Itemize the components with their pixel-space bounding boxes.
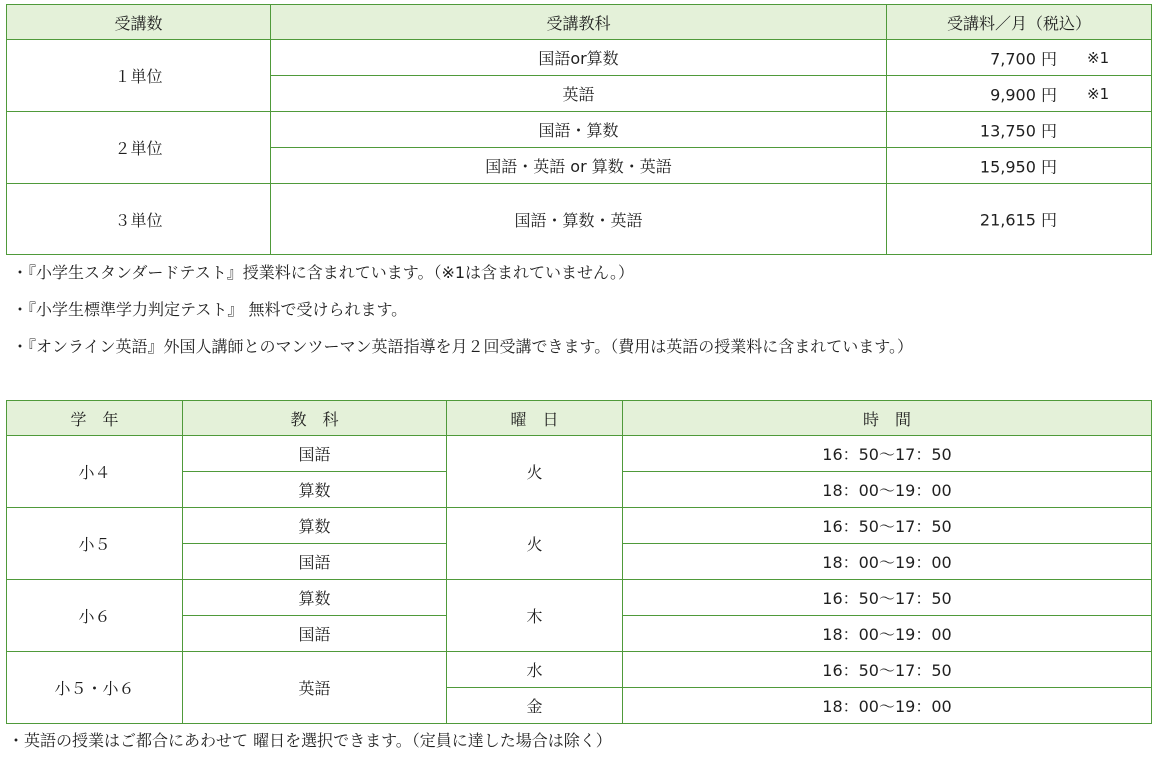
grade-cell: 小５ [7, 508, 183, 580]
header-subjects: 受講教科 [271, 5, 887, 40]
fee-value: 7,700 円 [990, 49, 1057, 68]
units-cell: ２単位 [7, 112, 271, 184]
header-time: 時 間 [623, 401, 1152, 436]
day-cell: 木 [447, 580, 623, 652]
fee-cell [887, 76, 1152, 112]
table-row [7, 580, 1152, 616]
day-cell: 火 [447, 508, 623, 580]
schedule-table-header [7, 401, 1152, 436]
table-row [7, 184, 1152, 255]
fee-table-header [7, 5, 1152, 40]
grade-cell: 小４ [7, 436, 183, 508]
units-cell: １単位 [7, 40, 271, 112]
note-item: ・『小学生スタンダードテスト』授業料に含まれています。（※1は含まれていません。） [12, 263, 634, 282]
header-grade: 学 年 [7, 401, 183, 436]
table-row [7, 40, 1152, 76]
subject-cell: 算数 [183, 508, 447, 544]
header-units: 受講数 [7, 5, 271, 40]
schedule-notes [8, 731, 612, 768]
subject-cell: 英語 [271, 76, 887, 112]
day-cell: 水 [447, 652, 623, 688]
header-fee: 受講料／月（税込） [887, 5, 1152, 40]
fee-value: 13,750 円 [979, 121, 1057, 140]
time-cell: 16：50〜17：50 [623, 580, 1152, 616]
table-row [7, 436, 1152, 472]
time-cell: 18：00〜19：00 [623, 616, 1152, 652]
fee-value: 21,615 円 [979, 210, 1057, 230]
time-cell: 18：00〜19：00 [623, 472, 1152, 508]
subject-cell: 国語 [183, 544, 447, 580]
subject-cell: 算数 [183, 472, 447, 508]
table-row [7, 508, 1152, 544]
fee-value: 15,950 円 [979, 157, 1057, 176]
subject-cell: 英語 [183, 652, 447, 724]
schedule-table [6, 400, 1152, 724]
subject-cell: 国語 [183, 436, 447, 472]
grade-cell: 小６ [7, 580, 183, 652]
header-subject: 教 科 [183, 401, 447, 436]
note-item: ・『小学生標準学力判定テスト』 無料で受けられます。 [12, 300, 408, 319]
header-day: 曜 日 [447, 401, 623, 436]
table-row [7, 652, 1152, 688]
units-cell: ３単位 [7, 184, 271, 255]
subject-cell: 国語・英語 or 算数・英語 [271, 148, 887, 184]
fee-footnote-mark: ※1 [1087, 48, 1110, 67]
subject-cell: 国語or算数 [271, 40, 887, 76]
subject-cell: 国語 [183, 616, 447, 652]
note-item: ・『オンライン英語』外国人講師とのマンツーマン英語指導を月２回受講できます。（費用は英語の授業料に含まれています。） [12, 337, 913, 356]
day-cell: 火 [447, 436, 623, 508]
subject-cell: 国語・算数・英語 [271, 184, 887, 255]
time-cell: 16：50〜17：50 [623, 436, 1152, 472]
time-cell: 18：00〜19：00 [623, 544, 1152, 580]
fee-cell [887, 112, 1152, 148]
fee-notes [12, 263, 913, 374]
fee-cell [887, 184, 1152, 255]
fee-footnote-mark: ※1 [1087, 84, 1110, 103]
subject-cell: 算数 [183, 580, 447, 616]
time-cell: 18：00〜19：00 [623, 688, 1152, 724]
table-row [7, 112, 1152, 148]
fee-cell [887, 148, 1152, 184]
time-cell: 16：50〜17：50 [623, 652, 1152, 688]
subject-cell: 国語・算数 [271, 112, 887, 148]
fee-table [6, 4, 1152, 255]
grade-cell: 小５・小６ [7, 652, 183, 724]
time-cell: 16：50〜17：50 [623, 508, 1152, 544]
fee-cell [887, 40, 1152, 76]
note-item: ・英語の授業はご都合にあわせて 曜日を選択できます。（定員に達した場合は除く） [8, 731, 612, 750]
day-cell: 金 [447, 688, 623, 724]
fee-value: 9,900 円 [990, 85, 1057, 104]
